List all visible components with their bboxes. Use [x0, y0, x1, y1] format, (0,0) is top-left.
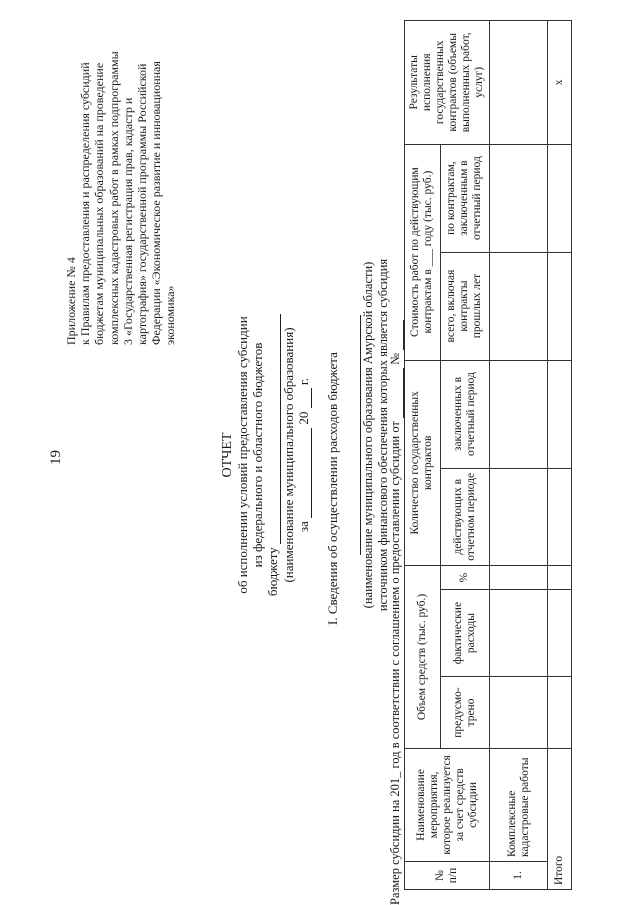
cell-empty: [490, 589, 548, 676]
appendix-line: Федерации «Экономическое развитие и инновационная: [149, 61, 164, 345]
row-name: Комплексные кадастровые работы: [490, 748, 548, 861]
period-year: 20: [296, 411, 311, 425]
header-cost-concluded: по контрактам, заключенным в отчетный период: [440, 144, 490, 252]
cell-empty: [548, 677, 572, 749]
appendix-line: бюджетам муниципальных образований на проведение: [92, 62, 107, 345]
cell-empty: [548, 144, 572, 252]
cell-empty: [490, 252, 548, 360]
header-volume: Объем средств (тыс. руб.): [405, 566, 441, 749]
period-suffix: г.: [296, 377, 311, 386]
cell-empty: [490, 677, 548, 749]
report-subtitle: из федерального и областного бюджетов: [250, 342, 265, 568]
row-results: [490, 21, 548, 145]
year-blank: [296, 388, 312, 408]
source-line: источником финансового обеспечения которых является субсидия: [376, 258, 390, 612]
header-results: Результаты исполнения государственных контрактов (объемы выполненных работ, услуг): [405, 21, 490, 145]
header-cost: Стоимость работ по действующим контрактам в ___ году (тыс. руб.): [405, 144, 441, 360]
table-row: [490, 21, 548, 890]
header-contracts: Количество государственных контрактов: [405, 360, 441, 566]
header-name: Наименование мероприятия, которое реализуется за счет средств субсидии: [405, 748, 490, 861]
appendix-line: к Правилам предоставления и распределения субсидий: [78, 62, 93, 345]
budget-caption: (наименование муниципального образования): [281, 327, 296, 583]
cell-empty: [548, 468, 572, 566]
cell-empty: [490, 566, 548, 590]
report-table: [404, 20, 572, 890]
budget-line: [265, 235, 281, 675]
section-title: I. Сведения об осуществлении расходов бюджета: [325, 352, 340, 625]
appendix-line: Приложение № 4: [64, 257, 78, 345]
report-subtitle: об исполнении условий предоставления субсидии: [235, 316, 250, 594]
cell-empty: [548, 566, 572, 590]
header-num: № п/п: [405, 861, 490, 889]
subsidy-text: Размер субсидии на 201_ год в соответствии с соглашением о предоставлении субсидии от: [388, 421, 402, 905]
subsidy-line: [388, 0, 404, 905]
header-volume-actual: фактические расходы: [440, 589, 490, 676]
total-label: Итого: [548, 748, 572, 889]
source-caption: (наименование муниципального образования Амурской области): [361, 261, 375, 609]
appendix-block: [64, 15, 178, 345]
budget-blank: [265, 314, 281, 544]
appendix-line: 3 «Государственная регистрация прав, кадастр и: [120, 97, 135, 345]
report-title-block: [220, 235, 312, 675]
appendix-line: комплексных кадастровых работ в рамках подпрограммы: [106, 51, 121, 345]
page-number: 19: [48, 450, 64, 465]
header-contracts-concluded: заключенных в отчетный период: [440, 360, 490, 468]
header-volume-planned: предусмо-трено: [440, 677, 490, 749]
table-total-row: [548, 21, 572, 890]
number-sign: №: [388, 352, 402, 365]
cell-empty: [548, 589, 572, 676]
cell-empty: [548, 360, 572, 468]
budget-label: бюджету: [265, 547, 280, 597]
total-results: x: [548, 21, 572, 145]
period-prefix: за: [296, 521, 311, 533]
row-num: 1.: [490, 861, 548, 889]
report-heading: ОТЧЕТ: [220, 432, 235, 478]
cell-empty: [490, 468, 548, 566]
agreement-number-blank: [388, 320, 404, 350]
agreement-date-blank: [388, 368, 404, 418]
header-cost-total: всего, включая контракты прошлых лет: [440, 252, 490, 360]
cell-empty: [490, 144, 548, 252]
cell-empty: [548, 252, 572, 360]
cell-empty: [490, 360, 548, 468]
funding-source-block: [345, 155, 391, 715]
period-blank: [296, 428, 312, 518]
appendix-line: картография» государственной программы Российской: [135, 63, 150, 345]
table-header-row: [405, 21, 441, 890]
period-line: [296, 235, 312, 675]
header-contracts-active: действующих в отчетном периоде: [440, 468, 490, 566]
header-percent: %: [440, 566, 490, 590]
source-blank-line: [345, 155, 361, 715]
appendix-line: экономика»: [163, 285, 178, 345]
